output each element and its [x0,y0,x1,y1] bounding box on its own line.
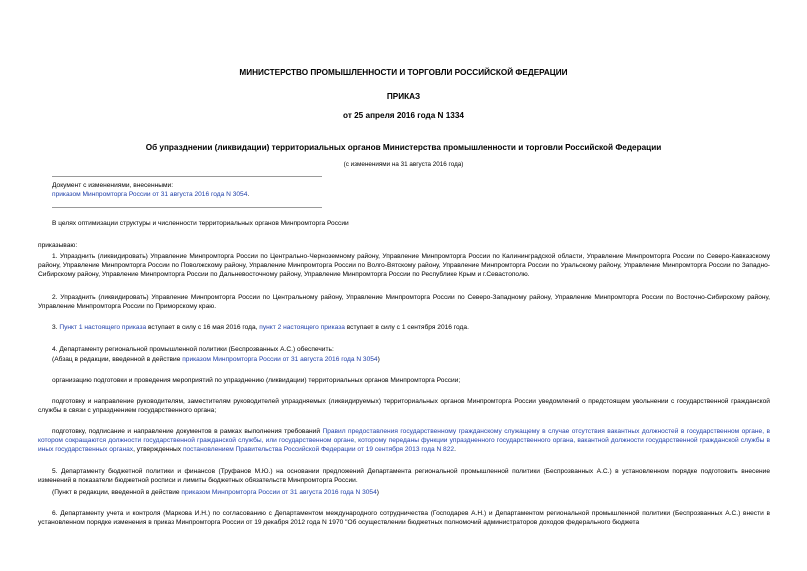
paragraph-5-note [38,488,770,497]
paragraph-4a: организацию подготовки и проведения мероприятий по упразднению (ликвидации) территориальных органов Минпромторга России; [52,377,461,384]
paragraph-4-note-link[interactable]: приказом Минпромторга России от 31 августа 2016 года N 3054 [182,356,378,363]
changes-link-tail: . [247,191,250,199]
order-word: приказываю: [38,242,78,249]
paragraph-4-note [38,355,770,364]
paragraph-3-mid: вступает в силу с 16 мая 2016 года, [146,324,260,331]
paragraph-4c [38,427,770,455]
changes-box [52,181,322,199]
paragraph-4c-end: . [454,446,456,454]
paragraph-5: 5. Департаменту бюджетной политики и финансов (Труфанов М.Ю.) на основании предложений Департамента региональной промышленной политики (Беспрозванных А.С.) в установленном порядке подготовить внесение изменений в показатели бюджетной росписи и лимиты бюджетных обязательств Минпромторга России. [38,468,770,485]
ministry-heading: МИНИСТЕРСТВО ПРОМЫШЛЕННОСТИ И ТОРГОВЛИ РОССИЙСКОЙ ФЕДЕРАЦИИ [239,68,568,77]
paragraph-5-note-post: ) [376,489,379,496]
order-heading: ПРИКАЗ [386,92,421,101]
paragraph-3 [38,323,770,332]
changes-box-label: Документ с изменениями, внесенными: [52,182,174,189]
paragraph-4c-mid: , утвержденных [133,446,183,454]
paragraph-3-end: вступает в силу с 1 сентября 2016 года. [344,324,469,331]
paragraph-5-note-link[interactable]: приказом Минпромторга России от 31 августа 2016 года N 3054 [181,489,377,496]
edition-note: (с изменениями на 31 августа 2016 года) [343,161,464,168]
paragraph-4-note-pre: (Абзац в редакции, введенной в действие [52,356,183,363]
paragraph-5-note-pre: (Пункт в редакции, введенной в действие [52,489,182,496]
changes-box-top-rule [52,176,322,177]
paragraph-4: 4. Департаменту региональной промышленной политики (Беспрозванных А.С.) обеспечить: [52,346,334,353]
item-2-link[interactable]: пункт 2 настоящего приказа [259,324,345,331]
paragraph-4-note-post: ) [377,356,380,363]
changes-box-bottom-rule [52,207,322,208]
paragraph-4b: подготовку и направление руководителям, заместителям руководителей упраздняемых (ликвидируемых) территориальных органов Минпромторга России уведомлений о предстоящем увольнении с государственной гражданской службы в связи с упразднением государственного органа; [38,398,770,415]
changes-link[interactable]: приказом Минпромторга России от 31 августа 2016 года N 3054 [52,191,248,199]
resolution-link[interactable]: постановлением Правительства Российской Федерации от 19 сентября 2013 года N 822 [182,446,455,454]
changes-box-line [52,190,322,199]
paragraph-4c-pre: подготовку, подписание и направление документов в рамках выполнения требований [52,428,323,435]
rules-link[interactable]: Правил предоставления государственному гражданскому служащему в случае отсутствия вакантных должностей в государственном органе, в котором сокращаются должности государственной гражданской службы, или государственном органе, которому переданы функции упраздненного государственного органа, вакантной должности государственной гражданской службы в иных государственных органах [38,428,770,454]
order-date: от 25 апреля 2016 года N 1334 [343,111,464,120]
order-title: Об упразднении (ликвидации) территориальных органов Министерства промышленности и торговли Российской Федерации [145,143,662,152]
intro-paragraph: В целях оптимизации структуры и численности территориальных органов Минпромторга России [52,220,349,227]
item-1-link[interactable]: Пункт 1 настоящего приказа [59,324,147,331]
paragraph-2: 2. Упразднить (ликвидировать) Управление Минпромторга России по Центральному району, Управление Минпромторга России по Северо-Западному району, Управление Минпромторга России по Восточно-Сибирскому району, Управление Минпромторга России по Приморскому краю. [38,294,770,311]
paragraph-1: 1. Упразднить (ликвидировать) Управление Минпромторга России по Центрально-Черноземному району, Управление Минпромторга России по Калининградской области, Управление Минпромторга России по Северо-Кавказскому району, Управление Минпромторга России по Поволжскому району, Управление Минпромторга России по Волго-Вятскому району, Управление Минпромторга России по Уральскому району, Управление Минпромторга России по Западно-Сибирскому району, Управление Минпромторга России по Дальневосточному району, Управление Минпромторга России по Республике Крым и г.Севастополю. [38,253,770,279]
paragraph-6: 6. Департаменту учета и контроля (Маркова И.Н.) по согласованию с Департаментом международного сотрудничества (Господарев А.Н.) и Департаментом региональной промышленной политики (Беспрозванных А.С.) внести в установленном порядке изменения в приказ Минпромторга России от 19 декабря 2012 года N 1970 "Об осуществлении бюджетных полномочий администраторов доходов федерального бюджета [38,510,770,527]
paragraph-3-number: 3. [52,324,60,331]
